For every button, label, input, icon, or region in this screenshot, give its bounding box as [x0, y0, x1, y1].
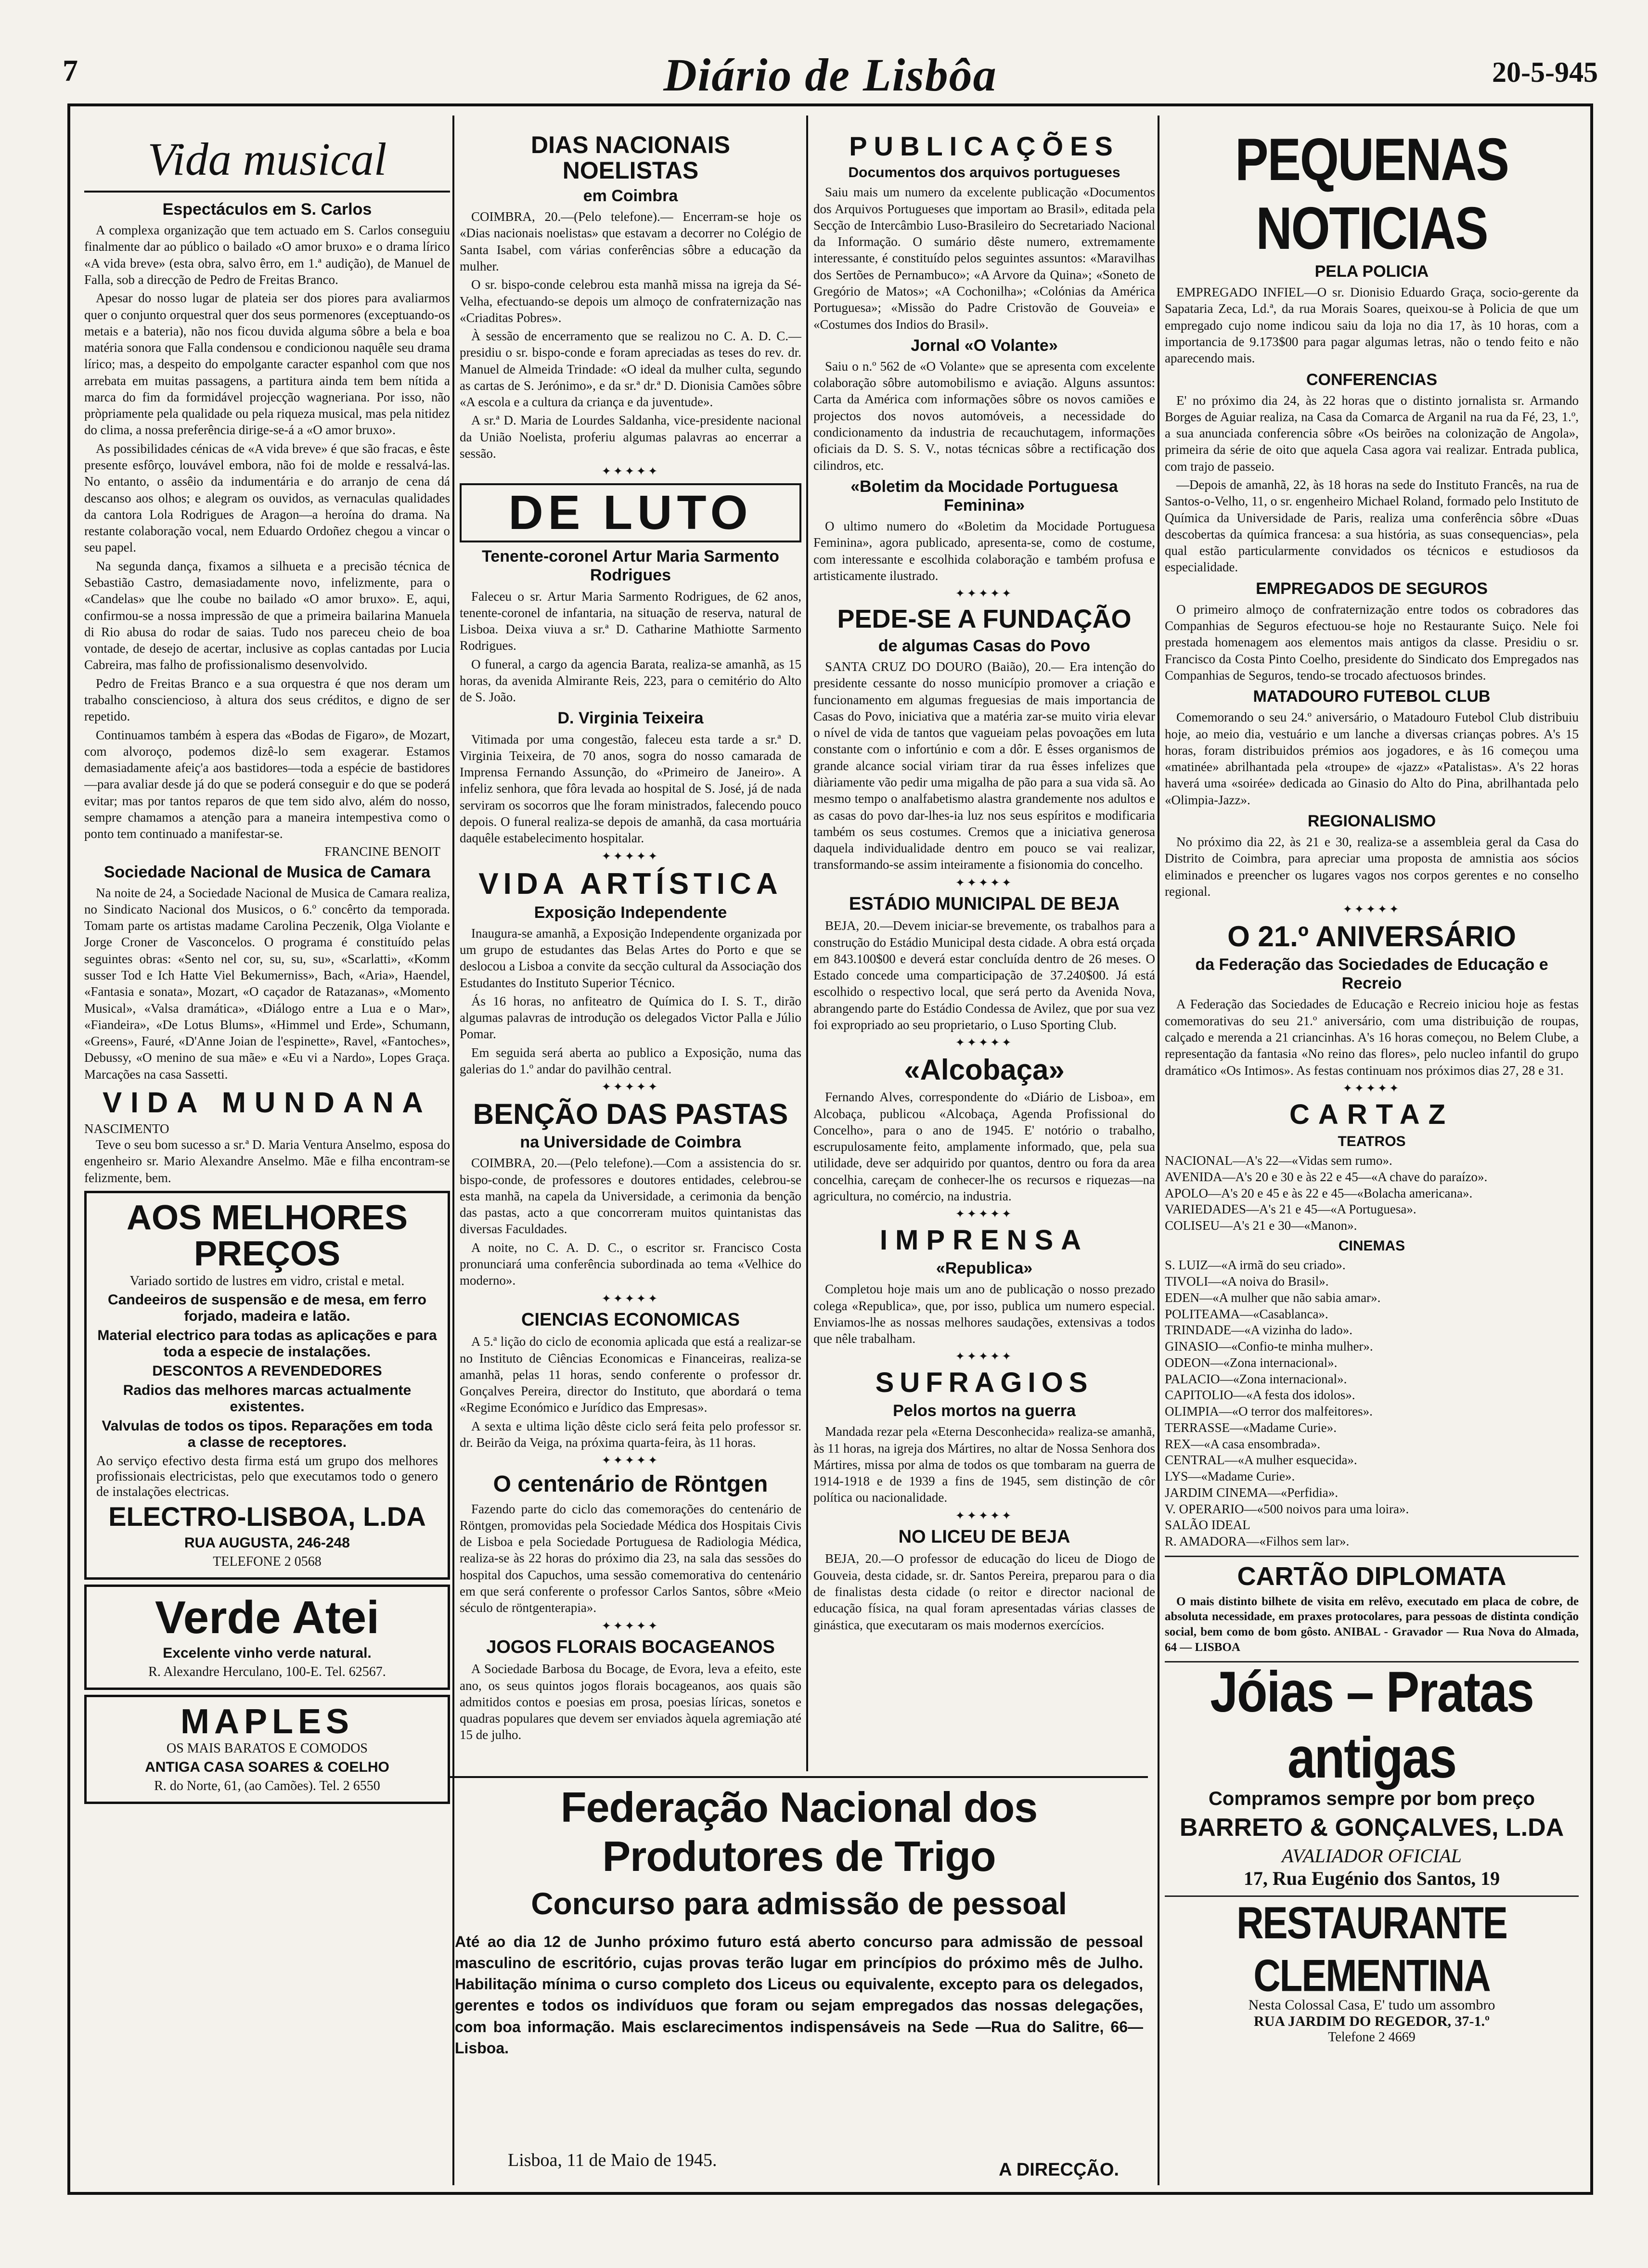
separator-ornament: ✦✦✦✦✦ — [955, 1208, 1014, 1221]
column-2 — [460, 128, 801, 1769]
separator-ornament: ✦✦✦✦✦ — [1342, 903, 1401, 916]
section-heading-vida-artistica: VIDA ARTÍSTICA — [478, 867, 783, 901]
advert-joias — [1165, 1660, 1579, 1890]
separator-ornament: ✦✦✦✦✦ — [601, 465, 660, 478]
paragraph: Fernando Alves, correspondente do «Diário de Lisboa», em Alcobaça, publicou «Alcobaça, Agenda Profissional do Concelho», para o ano de 1945. E' notório o trabalho, escrupulosamente feito, amplamente informado, que, pela sua utilidade, deve ser adquirido por quantos, dentro ou fora da area concelhia, careçam de conhecer-lhe os recursos e riquezas—na agricultura, no comércio, na industria. — [813, 1090, 1155, 1203]
separator-ornament: ✦✦✦✦✦ — [601, 1292, 660, 1305]
article-heading: O centenário de Röntgen — [493, 1471, 768, 1497]
section-heading-vida-mundana: VIDA MUNDANA — [103, 1086, 432, 1119]
paragraph: O ultimo numero do «Boletim da Mocidade Portuguesa Feminina», agora publicado, apresenta-se, como de costume, com interessante e escolhida colaboração e também profusa e artisticamente ilustrado. — [813, 519, 1155, 583]
advert-text: O mais distinto bilhete de visita em relêvo, executado em placa de cobre, de absoluta necessidade, em praxes protocolares, para pessoas de distinta condição social, bem como de bom gôsto. ANIBAL - Gravador — Rua Nova do Almada, 64 — LISBOA — [1165, 1595, 1579, 1654]
paragraph: No próximo dia 22, às 21 e 30, realiza-se a assembleia geral da Casa do Distrito de Coimbra, para apreciar uma proposta de amnistia aos sócios eliminados e preencher os lugares vagos nos corpos gerentes e no conselho regional. — [1165, 835, 1579, 899]
vida-musical-heading: Vida musical — [84, 132, 450, 193]
paragraph: Apesar do nosso lugar de plateia ser dos piores para avaliarmos quer o conjunto orquestral quer dos seus pormenores (exceptuando-os metais e a bateria), não nos ficou duvida alguma sôbre a bela e boa matéria sonora que Falla condensou e condicionou naquêle seu drama lírico; mas, a despeito do empolgante caracter espanhol com que nos arrebata em muitas passagens, a partitura ainda tem bem nítida a marca do fim da formidável projecção wagneriana. Por isso, não pròpriamente pela qualidade ou pela riqueza musical, mas pela nitidez do clima, a nossa preferência dirige-se-á a «O amor bruxo». — [84, 291, 450, 438]
article-heading: PEDE-SE A FUNDAÇÃO — [837, 605, 1132, 634]
advert-line: ANTIGA CASA SOARES & COELHO — [145, 1759, 389, 1776]
cinemas-list — [1165, 1257, 1579, 1550]
article-subheading: na Universidade de Coimbra — [520, 1133, 741, 1152]
advert-title: Verde Atei — [155, 1592, 379, 1643]
list-item: CAPITOLIO—«A festa dos idolos». — [1165, 1388, 1355, 1403]
separator-ornament: ✦✦✦✦✦ — [601, 850, 660, 863]
advert-title: RESTAURANTE CLEMENTINA — [1236, 1897, 1507, 2001]
notice-date: Lisboa, 11 de Maio de 1945. — [508, 2150, 717, 2170]
column-rule-3 — [1158, 116, 1159, 2185]
separator-ornament: ✦✦✦✦✦ — [955, 1351, 1014, 1364]
list-item: S. LUIZ—«A irmã do seu criado». — [1165, 1258, 1346, 1273]
separator-ornament: ✦✦✦✦✦ — [955, 1509, 1014, 1522]
paragraph: A sr.ª D. Maria de Lourdes Saldanha, vice-presidente nacional da União Noelista, proferiu algumas palavras ao encerrar a sessão. — [460, 413, 801, 461]
article-subheading: REGIONALISMO — [1307, 812, 1436, 830]
paragraph: E' no próximo dia 24, às 22 horas que o distinto jornalista sr. Armando Borges de Aguiar realiza, na Casa da Comarca de Arganil na rua da Fé, 23, 1.º, a sua anunciada conferencia sôbre «Os beirões na colonização de Angola», primeira da série de oito que aquela Casa agora vai realizar. Entrada publica, com trajo de passeio. — [1165, 393, 1579, 474]
section-heading-luto: DE LUTO — [460, 483, 801, 542]
paragraph: Saiu mais um numero da excelente publicação «Documentos dos Arquivos Portugueses que importam ao Brasil», editada pela Secção de Intercâmbio Luso-Brasileiro do Secretariado Nacional da Informação. O sumário dêste numero, extremamente interessante, é constituído pelos seguintes assuntos: «Maravilhas dos Sertões de Pernambuco»; «A Arvore da Quina»; «Soneto de Gregório de Matos»; «A Cochonilha»; «Colónias da América Portuguesa»; «Missão do Padre Cristovão de Gouveia» e «Costumes dos Indios do Brasil». — [813, 185, 1155, 332]
advert-brand: ELECTRO-LISBOA, L.DA — [108, 1501, 426, 1532]
paragraph: Continuamos também à espera das «Bodas de Figaro», de Mozart, com alvoroço, podemos dizê-lo sem exagerar. Estamos demasiadamente afeiç'a aos bastidores—toda a espécie de bastidores—para avaliar desde já do que se poderá conseguir e do que se poderá evitar; mas por tantos reparos de que tem sido alvo, além do nosso, sempre chamamos a atenção para a maneira intempestiva como o ponto tem continuado a manifestar-se. — [84, 727, 450, 841]
article-subheading: em Coimbra — [583, 187, 678, 205]
advert-line: Nesta Colossal Casa, E' tudo um assombro — [1248, 1997, 1495, 2013]
paragraph: Fazendo parte do ciclo das comemorações do centenário de Röntgen, promovidas pela Sociedade Médica dos Hospitais Civis de Lisboa e pela Sociedade Portuguesa de Radiologia Médica, realiza-se às 22 horas do próximo dia 23, na sala das sessões do hospital dos Capuchos, uma sessão comemorativa do centenário em que será conferente o professor Carlos Santos, sôbre «Meio século de röntgenterapia». — [460, 1501, 801, 1615]
paragraph: Na segunda dança, fixamos a silhueta e a precisão técnica de Sebastião Castro, demasiadamente novo, infelizmente, para o «Candelas» que lhe coube no bailado «O amor bruxo». E, aqui, confirmou-se a nossa impressão de que a primeira bailarina Manuela di Rio abusa do rodar de saias. Tudo nos pareceu cheio de boa vontade, de desejo de acertar, inclusive as coplas cantadas por Lucia Cabreira, mas falho de profissionalismo desenvolvido. — [84, 558, 450, 672]
advert-line: R. do Norte, 61, (ao Camões). Tel. 2 6550 — [154, 1778, 380, 1794]
advert-brand: BARRETO & GONÇALVES, L.DA — [1179, 1813, 1564, 1842]
issue-date: 20-5-945 — [1492, 56, 1598, 88]
notice-title: Federação Nacional dos Produtores de Trigo — [560, 1783, 1038, 1880]
article-heading: O 21.º ANIVERSÁRIO — [1227, 920, 1516, 953]
article-subheading: EMPREGADOS DE SEGUROS — [1256, 579, 1488, 598]
list-item: V. OPERARIO—«500 noivos para uma loira». — [1165, 1501, 1409, 1516]
article-subheading: CONFERENCIAS — [1306, 370, 1438, 389]
list-item: CENTRAL—«A mulher esquecida». — [1165, 1453, 1357, 1468]
article-subheading: PELA POLICIA — [1314, 262, 1429, 281]
teatros-list — [1165, 1153, 1579, 1234]
column-rule-2 — [806, 116, 808, 1771]
page-number: 7 — [63, 53, 78, 88]
advert-line: Ao serviço efectivo desta firma está um grupo dos melhores profissionais electricistas, pelo que executamos todo o genero de instalações electricas. — [96, 1454, 438, 1499]
advert-line: Valvulas de todos os tipos. Reparações em toda a classe de receptores. — [102, 1418, 433, 1450]
article-subheading: D. Virginia Teixeira — [557, 709, 704, 728]
section-heading-imprensa: IMPRENSA — [879, 1224, 1089, 1256]
paragraph: Mandada rezar pela «Eterna Desconhecida» realiza-se amanhã, às 11 horas, na igreja dos Mártires, no altar de Nossa Senhora dos Mártires, missa por alma de todos os que tombaram na guerra de 1914-1918 e de 1939 a fins de 1945, sem distinção de côr política ou nacionalidade. — [813, 1424, 1155, 1505]
advert-line: AVALIADOR OFICIAL — [1282, 1845, 1462, 1867]
paragraph: As possibilidades cénicas de «A vida breve» é que são fracas, e êste presente esfôrço, louvável embora, não foi de molde e ressalvá-las. No entanto, o assêio da indumentária e do arranjo de cena dá descanso aos olhos; e alegram os ouvidos, as vernaculas qualidades da cantora Lola Rodrigues de Aragon—a heroína do drama. Na restante colaboração vocal, nem Eduardo Ordoñez chegou a vincar o seu papel. — [84, 441, 450, 555]
list-item: NACIONAL—A's 22—«Vidas sem rumo». — [1165, 1153, 1392, 1168]
paragraph: EMPREGADO INFIEL—O sr. Dionisio Eduardo Graça, socio-gerente da Sapataria Zeca, Ld.ª, da rua Morais Soares, queixou-se à Policia de que um empregado cujo nome indicou saiu da loja no dia 17, às 10 horas, com a importancia de 9.173$00 para pagar algumas letras, não o tendo feito e não aparecendo mais. — [1165, 285, 1579, 366]
advert-cartao-diplomata — [1165, 1563, 1579, 1655]
article-heading: CIENCIAS ECONOMICAS — [521, 1309, 740, 1330]
paragraph: Teve o seu bom sucesso a sr.ª D. Maria Ventura Anselmo, esposa do engenheiro sr. Mario Alexandre Anselmo. Mãe e filha encontram-se felizmente, bem. — [84, 1137, 450, 1185]
paragraph: O sr. bispo-conde celebrou esta manhã missa na igreja da Sé-Velha, efectuando-se depois um almoço de confraternização nas «Criaditas Pobres». — [460, 277, 801, 325]
paragraph: COIMBRA, 20.—(Pelo telefone).— Encerram-se hoje os «Dias nacionais noelistas» que estavam a decorrer no Colégio de Santa Isabel, com várias conferências sôbre a educação da mulher. — [460, 209, 801, 273]
list-item: R. AMADORA—«Filhos sem lar». — [1165, 1534, 1350, 1549]
paragraph: SANTA CRUZ DO DOURO (Baião), 20.— Era intenção do presidente cessante do nosso município promover a criação e funcionamento em algumas freguesias de mais importancia de Casas do Povo, iniciativa que a matéria zar-se muito viria elevar o nível de vida de tantos que vagueiam pelas povoações em luta constante com o infortúnio e com a dôr. E êsses organismos de grande alcance social viriam tirar da rua êsses infelizes que diàriamente vão pedir uma migalha de pão para a sua vida sã. Ao mesmo tempo o analfabetismo alastra grandemente nos adultos e as casas do povo dar-lhes-ia luz nos seus espíritos e modificaria também os seus costumes. Cremos que a iniciativa generosa daquela individualidade dentro em pouco se vai realizar, transformando-se assim inteiramente a fisionomia do concelho. — [813, 659, 1155, 872]
advert-title: AOS MELHORES PREÇOS — [126, 1198, 408, 1274]
paragraph: Saiu o n.º 562 de «O Volante» que se apresenta com excelente colaboração sôbre automobilismo e aviação. Alguns assuntos: Carta da América com informações sôbre os novos camiões e projectos dos novos automóveis, a necessidade do condicionamento da industria de recauchutagem, informações oficiais da D. S. S. V., notas técnicas sôbre a rectificação dos cilindros, etc. — [813, 359, 1155, 473]
list-item: AVENIDA—A's 20 e 30 e às 22 e 45—«A chave do paraízo». — [1165, 1169, 1488, 1184]
paragraph: A Sociedade Barbosa du Bocage, de Evora, leva a efeito, este ano, os seus quintos jogos florais bocageanos, aos quais são admitidos contos e poesias em prosa, poesias líricas, sonetos e quadras populares que devem ser enviados àquela agremiação até 15 de julho. — [460, 1662, 801, 1742]
paragraph: Na noite de 24, a Sociedade Nacional de Musica de Camara realiza, no Sindicato Nacional dos Musicos, o 6.º concêrto da temporada. Tomam parte os artistas madame Carolina Peczenik, Olga Violante e Jorge Croner de Vasconcelos. O programa é constituído pelas seguintes obras: «Sento nel cor, su, su, su», «Scarlatti», «Komm susser Tod e Ich Hatte Viel Bekumerniss», Bach, «Aria», Haendel, «Fantasia e sonata», Mozart, «O caçador de Ratazanas», «Momento Musical», «Valsa dramática», «Diálogo entre a Lua e o Mar», «Fiandeira», «De Lotus Blums», «Himmel und Erde», Schumann, «Greens», Fauré, «D'Anne Joian de l'espinette», Ravel, «Fantoches», Debussy, «O menino de sua mãe» e «Eu vi a Nardo», Lopes Graça. Marcações na casa Sassetti. — [84, 885, 450, 1082]
list-item: POLITEAMA—«Casablanca». — [1165, 1306, 1328, 1321]
article-subheading: Pelos mortos na guerra — [893, 1402, 1076, 1420]
separator-ornament: ✦✦✦✦✦ — [955, 1037, 1014, 1050]
paragraph: Inaugura-se amanhã, a Exposição Independente organizada por um grupo de estudantes das Belas Artes do Porto e que se deslocou a Lisboa a convite da secção cultural da Associação dos Estudantes do Instituto Superior Técnico. — [460, 926, 801, 990]
advert-electro-lisboa — [84, 1191, 450, 1580]
advert-title: Jóias – Pratas antigas — [1210, 1660, 1533, 1791]
paragraph: A sexta e ultima lição dêste ciclo será feita pelo professor sr. dr. Beirão da Veiga, na próxima quarta-feira, às 11 horas. — [460, 1418, 801, 1450]
list-item: COLISEU—A's 21 e 30—«Manon». — [1165, 1218, 1357, 1233]
advert-line: Telefone 2 4669 — [1328, 2030, 1416, 2045]
advert-address: RUA AUGUSTA, 246-248 — [184, 1535, 350, 1551]
listing-heading-teatros: TEATROS — [1338, 1133, 1406, 1149]
advert-line: Radios das melhores marcas actualmente existentes. — [123, 1382, 412, 1415]
paragraph: A noite, no C. A. D. C., o escritor sr. Francisco Costa pronunciará uma conferência subordinada ao tema «Velhice do moderno». — [460, 1240, 801, 1288]
paragraph: A 5.ª lição do ciclo de economia aplicada que está a realizar-se no Instituto de Ciências Economicas e Financeiras, realiza-se amanhã, pelas 11 horas, sendo conferente o professor dr. Gonçalves Pereira, director do Instituto, que abordará o tema «Regime Económico e Jurídico das Empresas». — [460, 1334, 801, 1415]
list-item: VARIEDADES—A's 21 e 45—«A Portuguesa». — [1165, 1202, 1416, 1217]
paragraph: Vitimada por uma congestão, faleceu esta tarde a sr.ª D. Virginia Teixeira, de 70 anos, sogra do nosso camarada de Imprensa Fernando Assunção, do «Primeiro de Janeiro». A infeliz senhora, que fôra levada ao hospital de S. José, já de nada serviram os socorros que lhe foram ministrados, falecendo pouco depois. O funeral realiza-se depois de amanhã, da casa mortuária daquêle estabelecimento hospitalar. — [460, 732, 801, 846]
list-item: EDEN—«A mulher que não sabia amar». — [1165, 1290, 1381, 1305]
paragraph: A complexa organização que tem actuado em S. Carlos conseguiu finalmente dar ao público o bailado «O amor bruxo» e o drama lírico «A vida breve» (esta obra, salvo êrro, em 1.ª audição), de Manuel de Falla, sob a direcção de Pedro de Freitas Branco. — [84, 223, 450, 287]
advert-verde-atei — [84, 1585, 450, 1690]
newspaper-title: Diário de Lisbôa — [663, 49, 997, 101]
advert-line: RUA JARDIM DO REGEDOR, 37-1.º — [1254, 2013, 1490, 2030]
paragraph: Ás 16 horas, no anfiteatro de Química do I. S. T., dirão algumas palavras de introdução os delegados Victor Palla e Júlio Pomar. — [460, 993, 801, 1042]
notice-signature: A DIRECÇÃO. — [999, 2160, 1119, 2180]
article-heading: NO LICEU DE BEJA — [898, 1526, 1070, 1547]
advert-restaurante — [1165, 1897, 1579, 2045]
paragraph: A Federação das Sociedades de Educação e Recreio iniciou hoje as festas comemorativas do seu 21.º aniversário, com uma distribuição de roupas, calçado e merenda a 21 criancinhas. A's 16 horas começou, no Belem Clube, a representação da fantasia «No reino das flores», pelo nucleo infantil do grupo dramático «Os Intimos». As festas continuam nos próximos dias 27, 28 e 31. — [1165, 997, 1579, 1078]
separator-ornament: ✦✦✦✦✦ — [601, 1455, 660, 1468]
advert-maples — [84, 1695, 450, 1804]
article-subheading: Tenente-coronel Artur Maria Sarmento Rodrigues — [482, 547, 779, 585]
subsection-label: NASCIMENTO — [84, 1121, 169, 1136]
notice-body: Até ao dia 12 de Junho próximo futuro está aberto concurso para admissão de pessoal masculino de escritório, cujas provas terão lugar em princípios do próximo mês de Julho. Habilitação mínima o curso completo dos Liceus ou equivalente, excepto para os delegados, gerentes e todos os indivíduos que foram ou sejam empregados das nossas delegações, com boa informação. Mais esclarecimentos indispensáveis na Sede —Rua do Salitre, 66—Lisboa. — [455, 1933, 1143, 2057]
advert-phone: TELEFONE 2 0568 — [213, 1554, 322, 1569]
advert-line: Excelente vinho verde natural. — [163, 1645, 372, 1661]
separator-ornament: ✦✦✦✦✦ — [955, 876, 1014, 889]
paragraph: —Depois de amanhã, 22, às 18 horas na sede do Instituto Francês, na rua de Santos-o-Velho, 11, o sr. engenheiro Michael Roland, formado pelo Instituto de Química da Universidade de Paris, realiza uma conferência sôbre «Duas descobertas da química francesa: a sua história, as suas consequencias», pela qual estão particularmente convidados os técnicos e estudiosos da especialidade. — [1165, 477, 1579, 575]
section-heading-pequenas-noticias: PEQUENAS NOTICIAS — [1235, 128, 1508, 262]
paragraph: Em seguida será aberta ao publico a Exposição, numa das galerias do 1.º andar do pavilhão central. — [460, 1045, 801, 1076]
section-heading-publicacoes: PUBLICAÇÕES — [849, 131, 1120, 161]
list-item: APOLO—A's 20 e 45 e às 22 e 45—«Bolacha americana». — [1165, 1186, 1473, 1200]
article-heading: JOGOS FLORAIS BOCAGEANOS — [486, 1637, 775, 1657]
section-heading-sufragios: SUFRAGIOS — [875, 1367, 1094, 1399]
paragraph: BEJA, 20.—O professor de educação do liceu de Diogo de Gouveia, desta cidade, sr. dr. Santos Pereira, preparou para o dia de finalistas desta cidade (o reitor e director nacional de educação física, na qual foram apresentadas várias classes de ginástica, que executaram os mais modernos exercícios. — [813, 1551, 1155, 1632]
masthead — [63, 48, 1598, 101]
advert-line: Material electrico para todas as aplicações e para toda a especie de instalações. — [97, 1327, 437, 1360]
separator-ornament: ✦✦✦✦✦ — [1342, 1082, 1401, 1095]
list-item: TIVOLI—«A noiva do Brasil». — [1165, 1274, 1329, 1289]
advert-title: CARTÃO DIPLOMATA — [1237, 1561, 1506, 1591]
column-3 — [813, 128, 1155, 1769]
advert-line: R. Alexandre Herculano, 100-E. Tel. 62567. — [148, 1664, 386, 1679]
article-subheading: Jornal «O Volante» — [911, 336, 1058, 355]
federacao-notice — [450, 1776, 1148, 2185]
separator-ornament: ✦✦✦✦✦ — [601, 1620, 660, 1633]
article-heading: BENÇÃO DAS PASTAS — [473, 1098, 788, 1131]
paragraph: Completou hoje mais um ano de publicação o nosso prezado colega «Republica», que, por isso, publica um numero especial. Enviamos-lhe as nossas melhores saudações, extensivas a todos que nêle trabalham. — [813, 1282, 1155, 1346]
paragraph: Faleceu o sr. Artur Maria Sarmento Rodrigues, de 62 anos, tenente-coronel de infantaria, na situação de reserva, natural de Lisboa. Deixa viuva a sr.ª D. Catharine Mathiotte Sarmento Rodrigues. — [460, 589, 801, 653]
list-item: GINASIO—«Confio-te minha mulher». — [1165, 1339, 1373, 1354]
article-subheading: «Republica» — [936, 1259, 1033, 1278]
advert-title: MAPLES — [180, 1702, 354, 1741]
author-signature: FRANCINE BENOIT — [324, 844, 440, 859]
list-item: PALACIO—«Zona internacional». — [1165, 1371, 1347, 1386]
column-1 — [84, 128, 450, 2183]
paragraph: Pedro de Freitas Branco e a sua orquestra é que nos deram um trabalho consciencioso, à altura dos seus créditos, e digno de ser repetido. — [84, 676, 450, 724]
advert-line: Candeeiros de suspensão e de mesa, em ferro forjado, madeira e latão. — [108, 1292, 426, 1324]
list-item: OLIMPIA—«O terror dos malfeitores». — [1165, 1404, 1373, 1419]
list-item: JARDIM CINEMA—«Perfidia». — [1165, 1485, 1338, 1500]
advert-line: OS MAIS BARATOS E COMODOS — [166, 1741, 368, 1756]
list-item: ODEON—«Zona internacional». — [1165, 1355, 1338, 1370]
article-subheading: «Boletim da Mocidade Portuguesa Feminina» — [850, 477, 1118, 515]
paragraph: BEJA, 20.—Devem iniciar-se brevemente, os trabalhos para a construção do Estádio Municipal desta cidade. A obra está orçada em 843.100$00 e deverá estar concluída dentro de 26 meses. O Estado concede uma comparticipação de 37.240$00. Já está escolhido o respectivo local, que será perto da Avenida Nova, abrangendo parte do Estádio Condessa de Avilez, que por sua vez foi expropriado ao seu proprietario, o Luso Sporting Club. — [813, 918, 1155, 1032]
advert-line: Compramos sempre por bom preço — [1209, 1788, 1535, 1809]
article-subheading: da Federação das Sociedades de Educação e Recreio — [1195, 955, 1548, 993]
advert-line: 17, Rua Eugénio dos Santos, 19 — [1243, 1868, 1500, 1890]
paragraph: O funeral, a cargo da agencia Barata, realiza-se amanhã, as 15 horas, da avenida Almirante Reis, 223, para o cemitério do Alto de S. João. — [460, 657, 801, 705]
article-heading: «Alcobaça» — [904, 1054, 1065, 1086]
article-subheading: Exposição Independente — [534, 903, 727, 922]
article-heading: ESTÁDIO MUNICIPAL DE BEJA — [849, 893, 1120, 914]
article-heading: DIAS NACIONAIS NOELISTAS — [531, 131, 730, 184]
paragraph: À sessão de encerramento que se realizou no C. A. D. C.—presidiu o sr. bispo-conde e foram apreciadas as teses do rev. dr. Manuel de Almeida Trindade: «O ideal da mulher culta, segundo as cartas de S. Jerónimo», e da sr.ª dr.ª D. Dionisia Camões sôbre «A escola e a cultura da criança e da juventude». — [460, 329, 801, 410]
list-item: SALÃO IDEAL — [1165, 1518, 1250, 1533]
article-subheading: MATADOURO FUTEBOL CLUB — [1253, 687, 1491, 706]
notice-subtitle: Concurso para admissão de pessoal — [531, 1886, 1067, 1921]
list-item: REX—«A casa ensombrada». — [1165, 1436, 1321, 1451]
article-subheading: de algumas Casas do Povo — [878, 636, 1091, 655]
list-item: TERRASSE—«Madame Curie». — [1165, 1420, 1337, 1435]
list-item: LYS—«Madame Curie». — [1165, 1469, 1295, 1484]
list-item: TRINDADE—«A vizinha do lado». — [1165, 1323, 1352, 1338]
advert-line: DESCONTOS A REVENDEDORES — [152, 1363, 382, 1379]
advert-line: Variado sortido de lustres em vidro, cristal e metal. — [129, 1274, 405, 1289]
paragraph: COIMBRA, 20.—(Pelo telefone).—Com a assistencia do sr. bispo-conde, de professores e doutores entidades, celebrou-se esta manhã, na capela da Universidade, a cerimonia da benção das pastas, acto a que concorreram muitos quintanistas das diversas Faculdades. — [460, 1156, 801, 1237]
column-4 — [1165, 128, 1579, 2183]
article-heading: Sociedade Nacional de Musica de Camara — [103, 863, 431, 881]
article-subheading: Documentos dos arquivos portugueses — [848, 164, 1120, 180]
paragraph: O primeiro almoço de confraternização entre todos os cobradores das Companhias de Seguros efectuou-se hoje no Restaurante Suiço. Nele foi prestada homenagem aos elementos mais antigos da classe. Presidiu o sr. Francisco da Costa Pinto Coelho, presidente do Sindicato dos Empregados nas Companhias de Seguros, tendo-se trocado afectuosos brindes. — [1165, 602, 1579, 683]
separator-ornament: ✦✦✦✦✦ — [601, 1081, 660, 1094]
listing-heading-cinemas: CINEMAS — [1338, 1237, 1405, 1254]
paragraph: Comemorando o seu 24.º aniversário, o Matadouro Futebol Club distribuiu hoje, ao meio dia, vestuário e um lanche a diversas crianças pobres. A's 15 horas, foram distribuidos prémios aos jogadores, e às 16 começou uma «matinée» abrilhantada pela «troupe» de «jazz» «Patalistas». A's 22 horas haverá uma «soirée» dedicada ao Ginasio do Alto do Pina, abrilhantada pelo «Olimpia-Jazz». — [1165, 710, 1579, 807]
separator-ornament: ✦✦✦✦✦ — [955, 588, 1014, 601]
divider — [1165, 1556, 1579, 1557]
section-heading-cartaz: CARTAZ — [1289, 1098, 1455, 1130]
article-heading: Espectáculos em S. Carlos — [162, 200, 372, 219]
